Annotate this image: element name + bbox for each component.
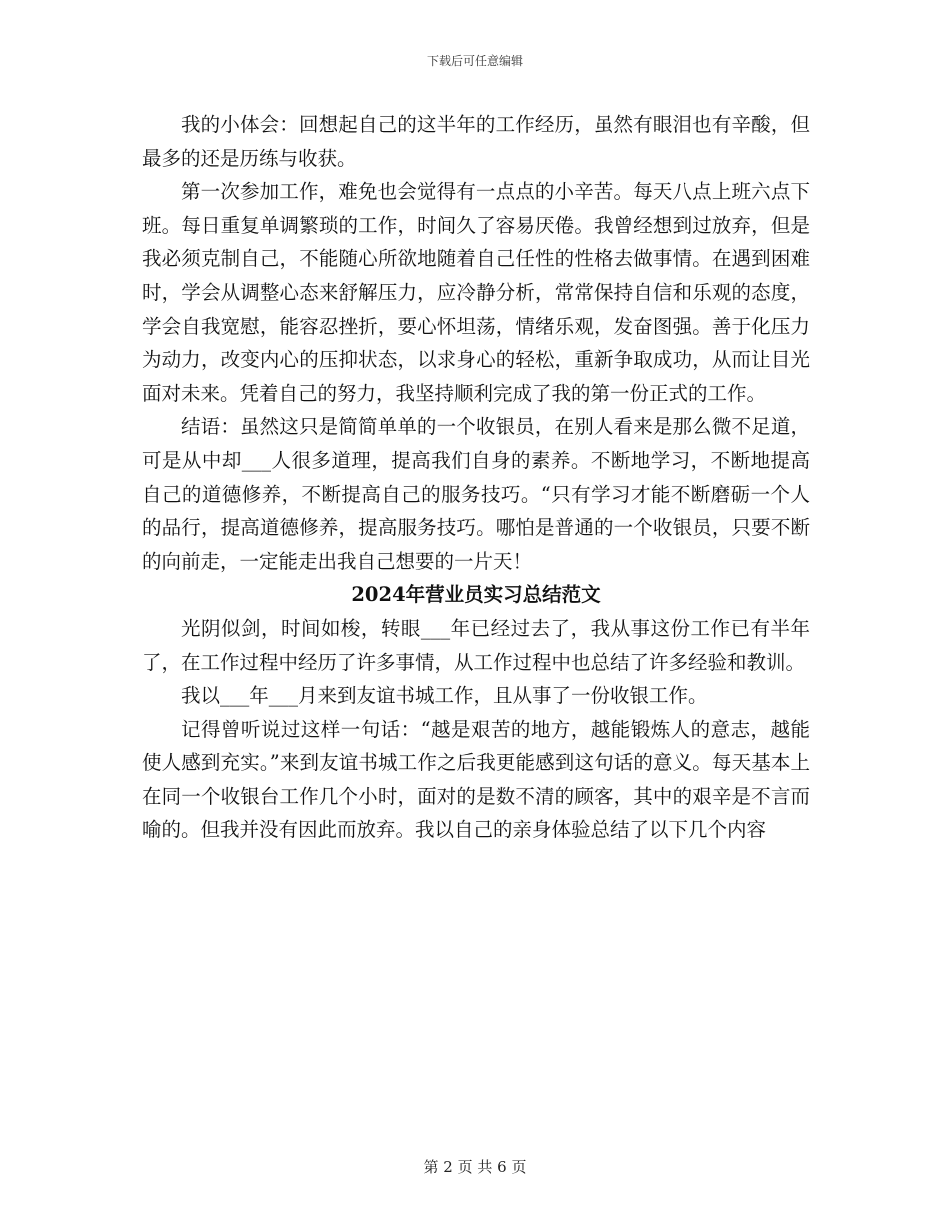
paragraph: 光阴似剑，时间如梭，转眼___年已经过去了，我从事这份工作已有半年了，在工作过程中经历了许多事情，从工作过程中也总结了许多经验和教训。 xyxy=(142,616,810,674)
paragraph: 我以___年___月来到友谊书城工作，且从事了一份收银工作。 xyxy=(181,684,708,708)
paragraph: 记得曾听说过这样一句话：“越是艰苦的地方，越能锻炼人的意志，越能使人感到充实。”来到友谊书城工作之后我更能感到这句话的意义。每天基本上在同一个收银台工作几个小时，面对的是数不清的顾客，其中的艰辛是不言而喻的。但我并没有因此而放弃。我以自己的亲身体验总结了以下几个内容 xyxy=(142,717,810,842)
paragraph: 结语：虽然这只是简简单单的一个收银员，在别人看来是那么微不足道，可是从中却___人很多道理，提高我们自身的素养。不断地学习，不断地提高自己的道德修养，不断提高自己的服务技巧。“只有学习才能不断磨砺一个人的品行，提高道德修养，提高服务技巧。哪怕是普通的一个收银员，只要不断的向前走，一定能走出我自己想要的一片天！ xyxy=(142,415,810,573)
page-footer: 第 2 页 共 6 页 xyxy=(423,1158,527,1176)
document-body xyxy=(142,108,810,847)
section-title: 2024年营业员实习总结范文 xyxy=(351,583,601,607)
page-header: 下载后可任意编辑 xyxy=(426,54,523,68)
paragraph: 第一次参加工作，难免也会觉得有一点点的小辛苦。每天八点上班六点下班。每日重复单调繁琐的工作，时间久了容易厌倦。我曾经想到过放弃，但是我必须克制自己，不能随心所欲地随着自己任性的性格去做事情。在遇到困难时，学会从调整心态来舒解压力，应冷静分析，常常保持自信和乐观的态度，学会自我宽慰，能容忍挫折，要心怀坦荡，情绪乐观，发奋图强。善于化压力为动力，改变内心的压抑状态，以求身心的轻松，重新争取成功，从而让目光面对未来。凭着自己的努力，我坚持顺利完成了我的第一份正式的工作。 xyxy=(142,180,810,405)
paragraph: 我的小体会：回想起自己的这半年的工作经历，虽然有眼泪也有辛酸，但最多的还是历练与收获。 xyxy=(142,113,810,170)
